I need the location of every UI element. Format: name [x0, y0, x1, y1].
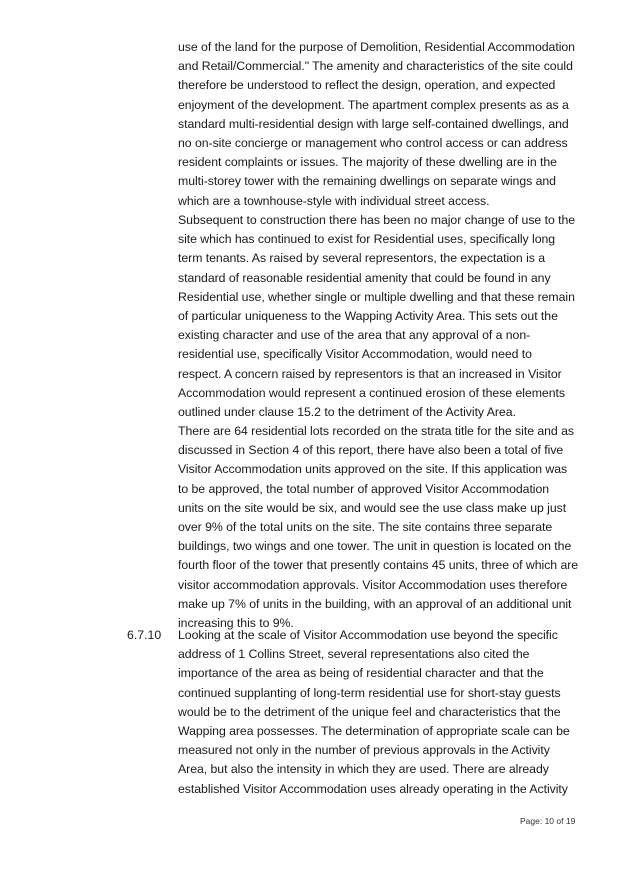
text-line: importance of the area as being of residential character and that the [178, 666, 544, 681]
text-line: discussed in Section 4 of this report, there have also been a total of five [178, 443, 564, 458]
text-line: use of the land for the purpose of Demolition, Residential Accommodation [178, 40, 575, 54]
text-line: therefore be understood to reflect the design, operation, and expected [178, 78, 556, 93]
text-line: measured not only in the number of previous approvals in the Activity [178, 743, 550, 758]
text-line: Visitor Accommodation units approved on the site. If this application was [178, 462, 568, 477]
text-line: residential use, specifically Visitor Accommodation, would need to [178, 347, 532, 362]
text-line: established Visitor Accommodation uses already operating in the Activity [178, 781, 568, 796]
text-line: Looking at the scale of Visitor Accommodation use beyond the specific [178, 628, 558, 642]
text-line: existing character and use of the area that any approval of a non- [178, 328, 531, 343]
text-line: of particular uniqueness to the Wapping Activity Area. This sets out the [178, 309, 558, 324]
text-line: resident complaints or issues. The majority of these dwelling are in the [178, 155, 557, 170]
text-line: continued supplanting of long-term residential use for short-stay guests [178, 685, 561, 700]
text-line: units on the site would be six, and would see the use class make up just [178, 500, 567, 515]
text-line: Accommodation would represent a continued erosion of these elements [178, 385, 565, 400]
text-line: Residential use, whether single or multiple dwelling and that these remain [178, 289, 575, 304]
paragraph-change-of-use [178, 211, 590, 422]
text-line: buildings, two wings and one tower. The unit in question is located on the [178, 539, 572, 554]
text-line: Area, but also the intensity in which they are used. There are already [178, 762, 549, 777]
text-line: site which has continued to exist for Residential uses, specifically long [178, 232, 556, 247]
text-line: enjoyment of the development. The apartment complex presents as as a [178, 97, 569, 112]
text-line: which are a townhouse-style with individual street access. [178, 193, 490, 208]
text-line: no on-site concierge or management who control access or can address [178, 136, 568, 151]
text-line: standard of reasonable residential amenity that could be found in any [178, 270, 551, 285]
text-line: and Retail/Commercial." The amenity and characteristics of the site could [178, 59, 573, 74]
text-line: multi-storey tower with the remaining dwellings on separate wings and [178, 174, 556, 189]
paragraph-residential-lots [178, 422, 590, 633]
paragraph-amenity [178, 38, 590, 211]
text-line: There are 64 residential lots recorded on the strata title for the site and as [178, 424, 574, 438]
text-line: over 9% of the total units on the site. The site contains three separate [178, 520, 553, 535]
text-line: to be approved, the total number of approved Visitor Accommodation [178, 481, 550, 496]
text-line: standard multi-residential design with large self-contained dwellings, and [178, 116, 569, 131]
text-line: make up 7% of units in the building, with an approval of an additional unit [178, 596, 572, 611]
text-line: Subsequent to construction there has been no major change of use to the [178, 213, 576, 227]
paragraph-scale-of-use [178, 626, 590, 799]
text-line: address of 1 Collins Street, several representations also cited the [178, 647, 530, 662]
text-line: outlined under clause 15.2 to the detriment of the Activity Area. [178, 405, 516, 420]
text-line: respect. A concern raised by representors is that an increased in Visitor [178, 366, 562, 381]
section-number: 6.7.10 [127, 628, 162, 642]
text-line: fourth floor of the tower that presently contains 45 units, three of which are [178, 558, 579, 573]
page-number: Page: 10 of 19 [520, 816, 576, 826]
text-line: term tenants. As raised by several representors, the expectation is a [178, 251, 546, 266]
text-line: would be to the detriment of the unique feel and characteristics that the [178, 704, 561, 719]
text-line: Wapping area possesses. The determination of appropriate scale can be [178, 724, 570, 739]
text-line: visitor accommodation approvals. Visitor Accommodation uses therefore [178, 577, 568, 592]
text-line: increasing this to 9%. [178, 616, 294, 631]
